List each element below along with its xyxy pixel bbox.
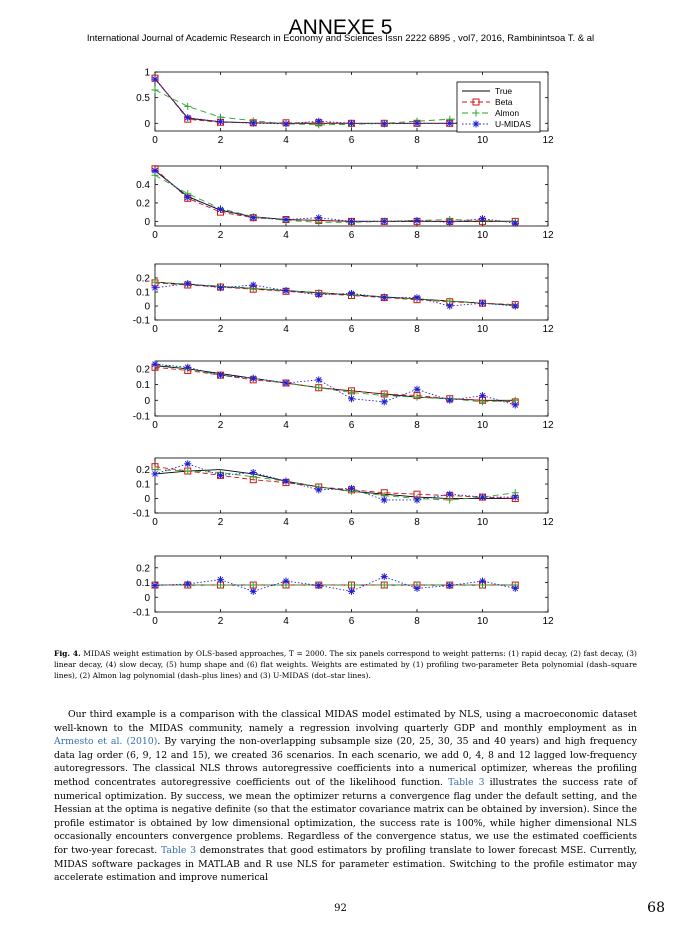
series-line — [155, 367, 515, 402]
plot-frame — [155, 166, 548, 226]
chart-legend — [457, 82, 540, 132]
x-tick-label: 4 — [283, 324, 289, 335]
legend-marker — [473, 121, 480, 128]
series-beta — [152, 166, 518, 225]
data-point — [512, 303, 519, 310]
chart-panel-5 — [133, 458, 554, 528]
x-tick-label: 8 — [414, 616, 420, 627]
x-tick-label: 4 — [283, 517, 289, 528]
series-line — [155, 470, 515, 499]
data-point — [381, 398, 388, 405]
y-tick-label: 0 — [144, 395, 150, 407]
y-tick-label: -0.1 — [132, 411, 150, 423]
data-point — [446, 120, 453, 127]
y-tick-label: 0.5 — [136, 93, 150, 105]
x-tick-label: 0 — [152, 230, 158, 241]
data-point — [479, 300, 486, 307]
x-tick-label: 12 — [542, 616, 554, 627]
data-point — [512, 220, 519, 227]
series-almon — [152, 279, 519, 309]
series-true — [155, 171, 515, 222]
x-tick-label: 6 — [348, 230, 355, 241]
x-tick-label: 12 — [542, 230, 554, 241]
data-point — [283, 578, 290, 585]
legend-label: Almon — [495, 108, 520, 118]
series-line — [155, 171, 515, 224]
table-3-link-2[interactable]: Table 3 — [160, 844, 196, 856]
x-tick-label: 2 — [217, 420, 224, 431]
body-text-3: illustrates the success rate of numerical optimization. By success, we mean the optimizer returns a convergence flag under the default setting, and the Hessian at the optima is negative definite (so that the estimator covariance matrix can be obtained by inversion). Since the profile estimator is obtained by low dimensional optimization, the success rate is 100%, while higher dimensional NLS occasionally encounters convergence problems. Regardless of the convergence status, we use the estimated coefficients for two-year forecast. — [54, 776, 637, 856]
chart-panel-3 — [133, 264, 554, 335]
table-3-link[interactable]: Table 3 — [448, 776, 485, 788]
data-point — [250, 375, 257, 382]
data-point — [184, 581, 191, 588]
data-point — [250, 282, 257, 289]
figure-4-charts — [0, 60, 681, 645]
data-point — [152, 76, 159, 83]
data-point — [152, 582, 159, 589]
data-point — [152, 284, 159, 291]
data-point — [217, 576, 224, 583]
data-point — [184, 114, 191, 121]
body-paragraph — [54, 708, 637, 885]
y-tick-label: 0.1 — [136, 380, 150, 392]
data-point — [283, 120, 290, 127]
data-point — [152, 167, 159, 174]
page-number: 92 — [334, 903, 347, 914]
data-point — [152, 86, 159, 93]
data-point — [184, 460, 191, 467]
y-tick-label: 0.2 — [136, 563, 150, 575]
data-point — [283, 380, 290, 387]
x-tick-label: 4 — [283, 230, 289, 241]
data-point — [381, 496, 388, 503]
data-point — [479, 494, 486, 501]
chart-panel-1 — [136, 68, 554, 147]
x-tick-label: 4 — [283, 135, 289, 146]
data-point — [512, 494, 519, 501]
data-point — [217, 118, 224, 125]
x-tick-label: 8 — [414, 230, 420, 241]
data-point — [414, 120, 421, 127]
data-point — [479, 398, 486, 405]
data-point — [446, 491, 453, 498]
y-tick-label: 0.2 — [136, 465, 150, 477]
x-tick-label: 2 — [217, 616, 224, 627]
y-tick-label: 0.1 — [136, 479, 150, 491]
data-point — [348, 290, 355, 297]
data-point — [250, 469, 257, 476]
series-umidas — [152, 361, 519, 409]
data-point — [348, 485, 355, 492]
data-point — [348, 582, 355, 589]
plot-frame — [155, 361, 548, 416]
y-tick-label: 0.2 — [136, 273, 150, 285]
x-tick-label: 8 — [414, 135, 420, 146]
x-tick-label: 6 — [348, 324, 355, 335]
x-tick-label: 10 — [476, 324, 489, 335]
figure-caption — [54, 648, 637, 681]
series-almon — [152, 172, 519, 226]
series-line — [155, 577, 515, 592]
data-point — [184, 103, 191, 110]
data-point — [250, 214, 257, 221]
series-line — [155, 175, 515, 222]
x-tick-label: 10 — [476, 517, 489, 528]
data-point — [315, 291, 322, 298]
data-point — [152, 470, 159, 477]
data-point — [315, 118, 322, 125]
data-point — [381, 573, 388, 580]
x-tick-label: 2 — [217, 517, 224, 528]
x-tick-label: 12 — [542, 517, 554, 528]
series-umidas — [152, 460, 519, 503]
x-tick-label: 0 — [152, 324, 158, 335]
x-tick-label: 0 — [152, 616, 158, 627]
data-point — [250, 120, 257, 127]
x-tick-label: 0 — [152, 135, 158, 146]
data-point — [512, 402, 519, 409]
y-tick-label: 0 — [144, 592, 150, 604]
x-tick-label: 10 — [476, 420, 489, 431]
data-point — [283, 287, 290, 294]
data-point — [315, 214, 322, 221]
data-point — [217, 206, 224, 213]
data-point — [348, 389, 355, 396]
legend-label: Beta — [495, 97, 513, 107]
data-point — [381, 120, 388, 127]
data-point — [414, 585, 421, 592]
y-tick-label: 0.1 — [136, 578, 150, 590]
data-point — [414, 496, 421, 503]
series-line — [155, 169, 515, 222]
data-point — [184, 280, 191, 287]
x-tick-label: 6 — [348, 517, 355, 528]
y-tick-label: -0.1 — [132, 607, 150, 619]
data-point — [381, 218, 388, 225]
y-tick-label: 0 — [144, 301, 150, 313]
series-beta — [152, 464, 518, 502]
y-tick-label: 0.4 — [136, 179, 150, 191]
series-almon — [152, 466, 519, 503]
x-tick-label: 10 — [476, 135, 489, 146]
data-point — [414, 217, 421, 224]
chart-panel-6 — [133, 556, 554, 627]
y-tick-label: 0.2 — [136, 364, 150, 376]
series-line — [155, 464, 515, 500]
y-tick-label: 0 — [144, 216, 150, 228]
data-point — [446, 219, 453, 226]
data-point — [446, 303, 453, 310]
data-point — [348, 218, 355, 225]
chart-panel-2 — [136, 166, 554, 241]
y-tick-label: 0.2 — [136, 198, 150, 210]
data-point — [152, 361, 159, 368]
data-point — [381, 582, 388, 589]
data-point — [184, 194, 191, 201]
x-tick-label: 4 — [283, 420, 289, 431]
x-tick-label: 8 — [414, 517, 420, 528]
x-tick-label: 6 — [348, 420, 355, 431]
series-true — [155, 366, 515, 401]
journal-header: International Journal of Academic Research in Economy and Sciences Issn 2222 6895 , vol7, 2016, Rambinintsoa T. & al — [86, 33, 595, 44]
data-point — [250, 582, 257, 589]
y-tick-label: -0.1 — [132, 508, 150, 520]
x-tick-label: 0 — [152, 420, 158, 431]
legend-label: True — [495, 86, 513, 96]
data-point — [446, 397, 453, 404]
data-point — [446, 582, 453, 589]
y-tick-label: -0.1 — [132, 315, 150, 327]
data-point — [512, 585, 519, 592]
caption-text: MIDAS weight estimation by OLS-based approaches, T = 2000. The six panels correspond to weight patterns: (1) rapid decay, (2) fast decay, (3) linear decay, (4) slow decay, (5) hump shape and (6) flat weights. Weights are estimated by (1) profiling two-parameter Beta polynomial (dash–square lines), (2) Almon lag polynomial (dash–plus lines) and (3) U-MIDAS (dot–star lines). — [54, 649, 637, 680]
y-tick-label: 0.1 — [136, 287, 150, 299]
data-point — [414, 294, 421, 301]
series-line — [155, 171, 515, 222]
x-tick-label: 6 — [348, 135, 355, 146]
data-point — [414, 386, 421, 393]
series-line — [155, 364, 515, 402]
y-tick-label: 0 — [144, 494, 150, 506]
x-tick-label: 8 — [414, 324, 420, 335]
data-point — [315, 376, 322, 383]
y-tick-label: 1 — [144, 67, 150, 79]
x-tick-label: 2 — [217, 230, 224, 241]
x-tick-label: 2 — [217, 324, 224, 335]
x-tick-label: 0 — [152, 517, 158, 528]
caption-label: Fig. 4. — [54, 649, 81, 658]
data-point — [381, 294, 388, 301]
data-point — [348, 395, 355, 402]
data-point — [479, 215, 486, 222]
data-point — [315, 384, 322, 391]
x-tick-label: 10 — [476, 616, 489, 627]
series-umidas — [152, 573, 519, 595]
legend-label: U-MIDAS — [495, 119, 531, 129]
annexe-title: ANNEXE 5 — [288, 16, 393, 39]
series-line — [155, 470, 515, 500]
body-text-2: . By varying the non-overlapping subsample size (20, 25, 30, 35 and 40 years) and high frequency data lag order (6, 9, 12 and 15), we created 36 scenarios. In each scenario, we add 0, 4, 8 and 12 lagged low-frequency autoregressors. The classical NLS throws autoregressive coefficients into a numerical optimizer, whereas the profiling method concentrates autoregressive coefficients out of the likelihood function. — [54, 736, 637, 788]
series-line — [155, 366, 515, 401]
data-point — [348, 120, 355, 127]
data-point — [283, 216, 290, 223]
x-tick-label: 12 — [542, 420, 554, 431]
x-tick-label: 2 — [217, 135, 224, 146]
chart-panel-4 — [133, 361, 554, 431]
data-point — [217, 472, 224, 479]
data-point — [414, 394, 421, 401]
x-tick-label: 10 — [476, 230, 489, 241]
y-tick-label: 0 — [144, 118, 150, 130]
data-point — [479, 578, 486, 585]
series-true — [155, 470, 515, 499]
x-tick-label: 8 — [414, 420, 420, 431]
annex-page-number: 68 — [647, 900, 665, 916]
data-point — [283, 478, 290, 485]
data-point — [250, 588, 257, 595]
data-point — [381, 392, 388, 399]
data-point — [217, 372, 224, 379]
citation-link-armesto[interactable]: Armesto et al. (2010) — [54, 736, 158, 748]
data-point — [184, 364, 191, 371]
body-text-4: demonstrates that good estimators by profiling translate to lower forecast MSE. Currently, MIDAS software packages in MATLAB and R use NLS for parameter estimation. Switching to the profile estimator may accelerate estimation and improve numerical — [54, 844, 638, 884]
body-text-1: Our third example is a comparison with the classical MIDAS model estimated by NLS, using a macroeconomic dataset well-known to the MIDAS community, namely a regression involving quarterly GDP and monthly employment as in — [54, 709, 637, 734]
data-point — [348, 588, 355, 595]
data-point — [315, 486, 322, 493]
series-umidas — [152, 167, 519, 227]
x-tick-label: 12 — [542, 324, 554, 335]
x-tick-label: 4 — [283, 616, 289, 627]
x-tick-label: 12 — [542, 135, 554, 146]
data-point — [315, 582, 322, 589]
data-point — [217, 284, 224, 291]
x-tick-label: 6 — [348, 616, 355, 627]
data-point — [184, 468, 191, 475]
data-point — [479, 392, 486, 399]
